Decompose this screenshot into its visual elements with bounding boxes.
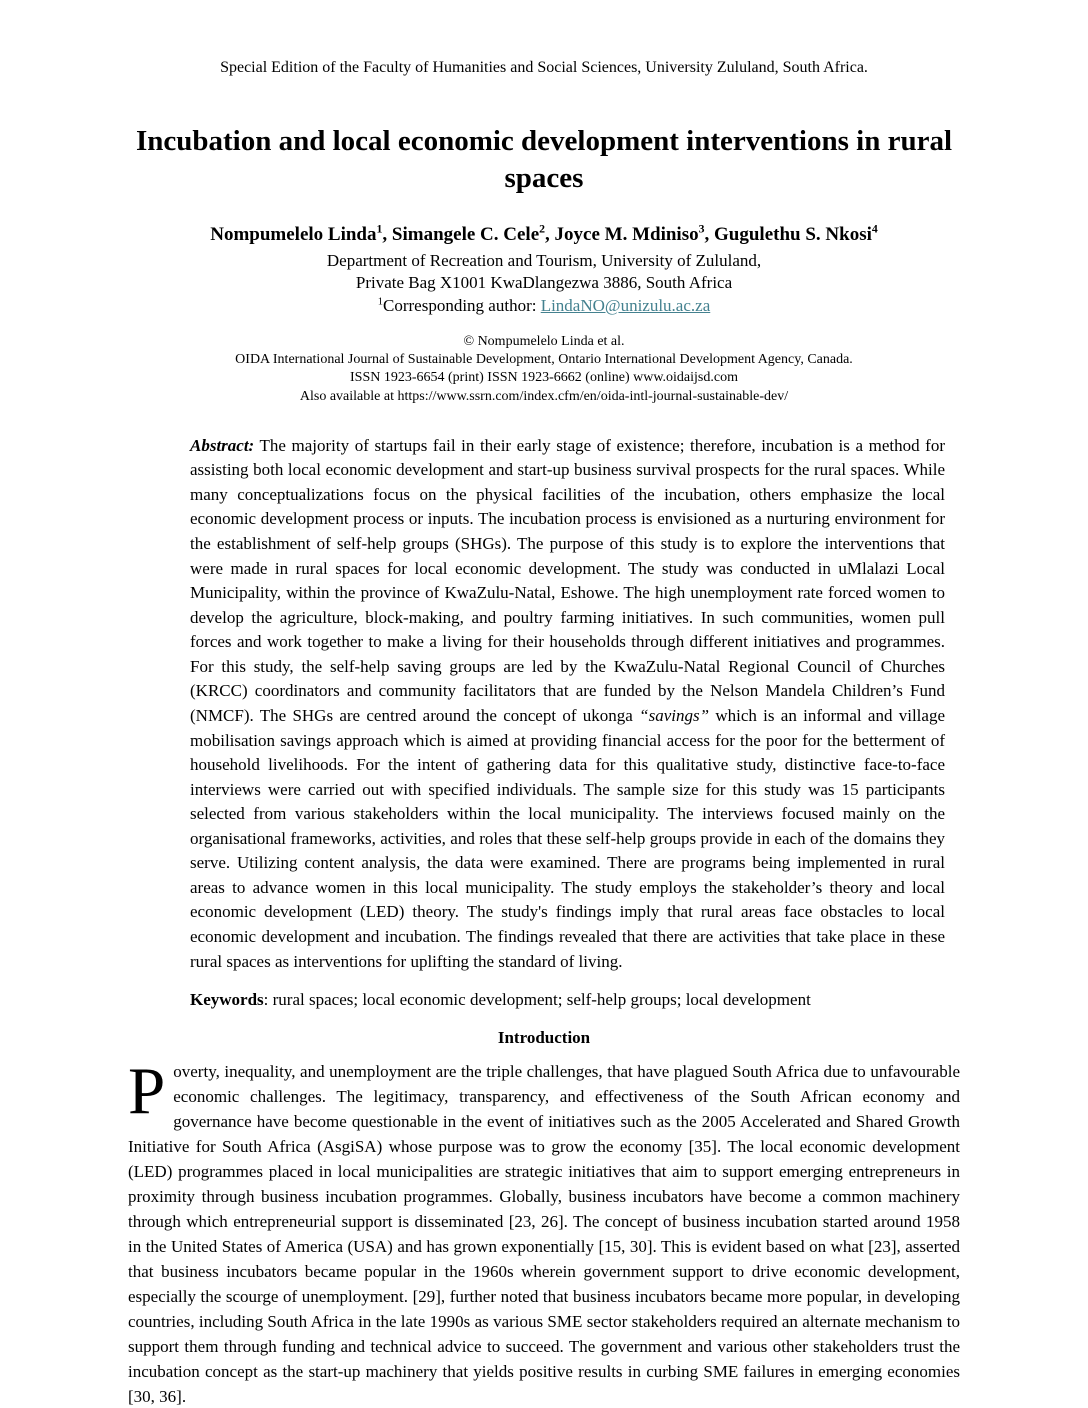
abstract-paragraph [190, 434, 945, 974]
corresponding-author-line [128, 295, 960, 317]
corresponding-author-label: Corresponding author: [383, 295, 541, 315]
author-affiliation-marker: 2 [539, 222, 546, 236]
dropcap-letter: P [128, 1053, 166, 1128]
affiliation-block [128, 250, 960, 317]
author-separator: , [545, 224, 555, 246]
keywords-text: : rural spaces; local economic development; self-help groups; local development [263, 990, 811, 1010]
author-affiliation-marker: 4 [871, 222, 878, 236]
author-name: Simangele C. Cele [391, 224, 540, 246]
availability-line: Also available at https://www.ssrn.com/index.cfm/en/oida-intl-journal-sustainable-dev/ [299, 388, 789, 404]
author-separator: , [704, 224, 714, 246]
author [714, 224, 878, 245]
copyright-line: © Nompumelelo Linda et al. [463, 334, 625, 350]
affiliation-address: Private Bag X1001 KwaDlangezwa 3886, South Africa [355, 273, 733, 293]
author-affiliation-marker: 3 [698, 222, 705, 236]
author-separator: , [382, 224, 392, 246]
affiliation-department: Department of Recreation and Tourism, University of Zululand, [326, 250, 762, 270]
author-name: Nompumelelo Linda [210, 224, 377, 246]
introduction-heading: Introduction [497, 1027, 591, 1047]
journal-line: OIDA International Journal of Sustainable Development, Ontario International Development Agency, Canada. [235, 352, 853, 368]
author [392, 224, 555, 245]
imprint-block [128, 333, 960, 406]
abstract-text-part1: The majority of startups fail in their early stage of existence; therefore, incubation is a method for assisting both local economic development and start-up business survival prospects for the rural spaces. While many conceptualizations focus on the physical facilities of the incubation, others emphasize the local economic development process or inputs. The incubation process is envisioned as a nurturing environment for the establishment of self-help groups (SHGs). The purpose of this study is to explore the interventions that were made in rural spaces for local economic development. The study was conducted in uMlalazi Local Municipality, within the province of KwaZulu-Natal, Eshowe. The high unemployment rate forced women to develop the agriculture, block-making, and poultry farming initiatives. In such communities, women pull forces and work together to make a living for their households through different initiatives and programmes. For this study, the self-help saving groups are led by the KwaZulu-Natal Regional Council of Churches (KRCC) coordinators and community facilitators that are funded by the Nelson Mandela Children’s Fund (NMCF). The SHGs are centred around the concept of ukonga [190, 435, 945, 725]
issn-line: ISSN 1923-6654 (print) ISSN 1923-6662 (online) www.oidaijsd.com [350, 370, 738, 386]
keywords-label: Keywords [190, 990, 264, 1010]
abstract-text-part2: which is an informal and village mobilisation savings approach which is aimed at providing financial access for the poor for the betterment of household livelihoods. For the intent of gathering data for this qualitative study, distinctive face-to-face interviews were carried out with specified individuals. The sample size for this study was 15 participants selected from various stakeholders within the local municipality. The interviews focused mainly on the organisational frameworks, activities, and roles that these self-help groups provide in each of the domains they serve. Utilizing content analysis, the data were examined. There are programs being implemented in rural areas to advance women in this local municipality. The study employs the stakeholder’s theory and local economic development (LED) theory. The study's findings imply that rural areas face obstacles to local economic development and incubation. The findings revealed that there are activities that take place in these rural spaces as interventions for uplifting the standard of living. [190, 705, 945, 971]
introduction-paragraph [128, 1053, 960, 1408]
paper-title: Incubation and local economic development interventions in rural spaces [135, 124, 953, 194]
author [210, 224, 392, 245]
author [555, 224, 714, 245]
corresponding-author-email-link[interactable]: LindaNO@unizulu.ac.za [540, 295, 711, 315]
running-head: Special Edition of the Faculty of Humanities and Social Sciences, University Zululand, South Africa. [220, 59, 868, 76]
keywords-line [190, 988, 945, 1012]
author-name: Gugulethu S. Nkosi [714, 224, 872, 246]
author-name: Joyce M. Mdiniso [554, 224, 699, 246]
abstract-label: Abstract: [190, 435, 255, 455]
abstract-italic-term: “savings” [639, 705, 710, 725]
corresponding-author-marker: 1 [377, 295, 383, 307]
author-affiliation-marker: 1 [376, 222, 383, 236]
authors-line [128, 223, 960, 248]
introduction-text: overty, inequality, and unemployment are the triple challenges, that have plagued South Africa due to unfavourable economic challenges. The legitimacy, transparency, and effectiveness of the South African economy and governance have become questionable in the event of initiatives such as the 2005 Accelerated and Shared Growth Initiative for South Africa (AsgiSA) whose purpose was to grow the economy [35]. The local economic development (LED) programmes placed in local municipalities are strategic initiatives that aim to support emerging entrepreneurs in proximity through business incubation programmes. Globally, business incubators have become a common machinery through which entrepreneurial support is disseminated [23, 26]. The concept of business incubation started around 1958 in the United States of America (USA) and has grown exponentially [15, 30]. This is evident based on what [23], asserted that business incubators became popular in the 1960s wherein government support to drive economic development, especially the scourge of unemployment. [29], further noted that business incubators became more popular, in developing countries, including South Africa in the late 1990s as various SME sector stakeholders required an alternate mechanism to support them through funding and technical advice to succeed. The government and various other stakeholders trust the incubation concept as the start-up machinery that yields positive results in curbing SME failures in emerging economies [30, 36]. [128, 1061, 960, 1406]
